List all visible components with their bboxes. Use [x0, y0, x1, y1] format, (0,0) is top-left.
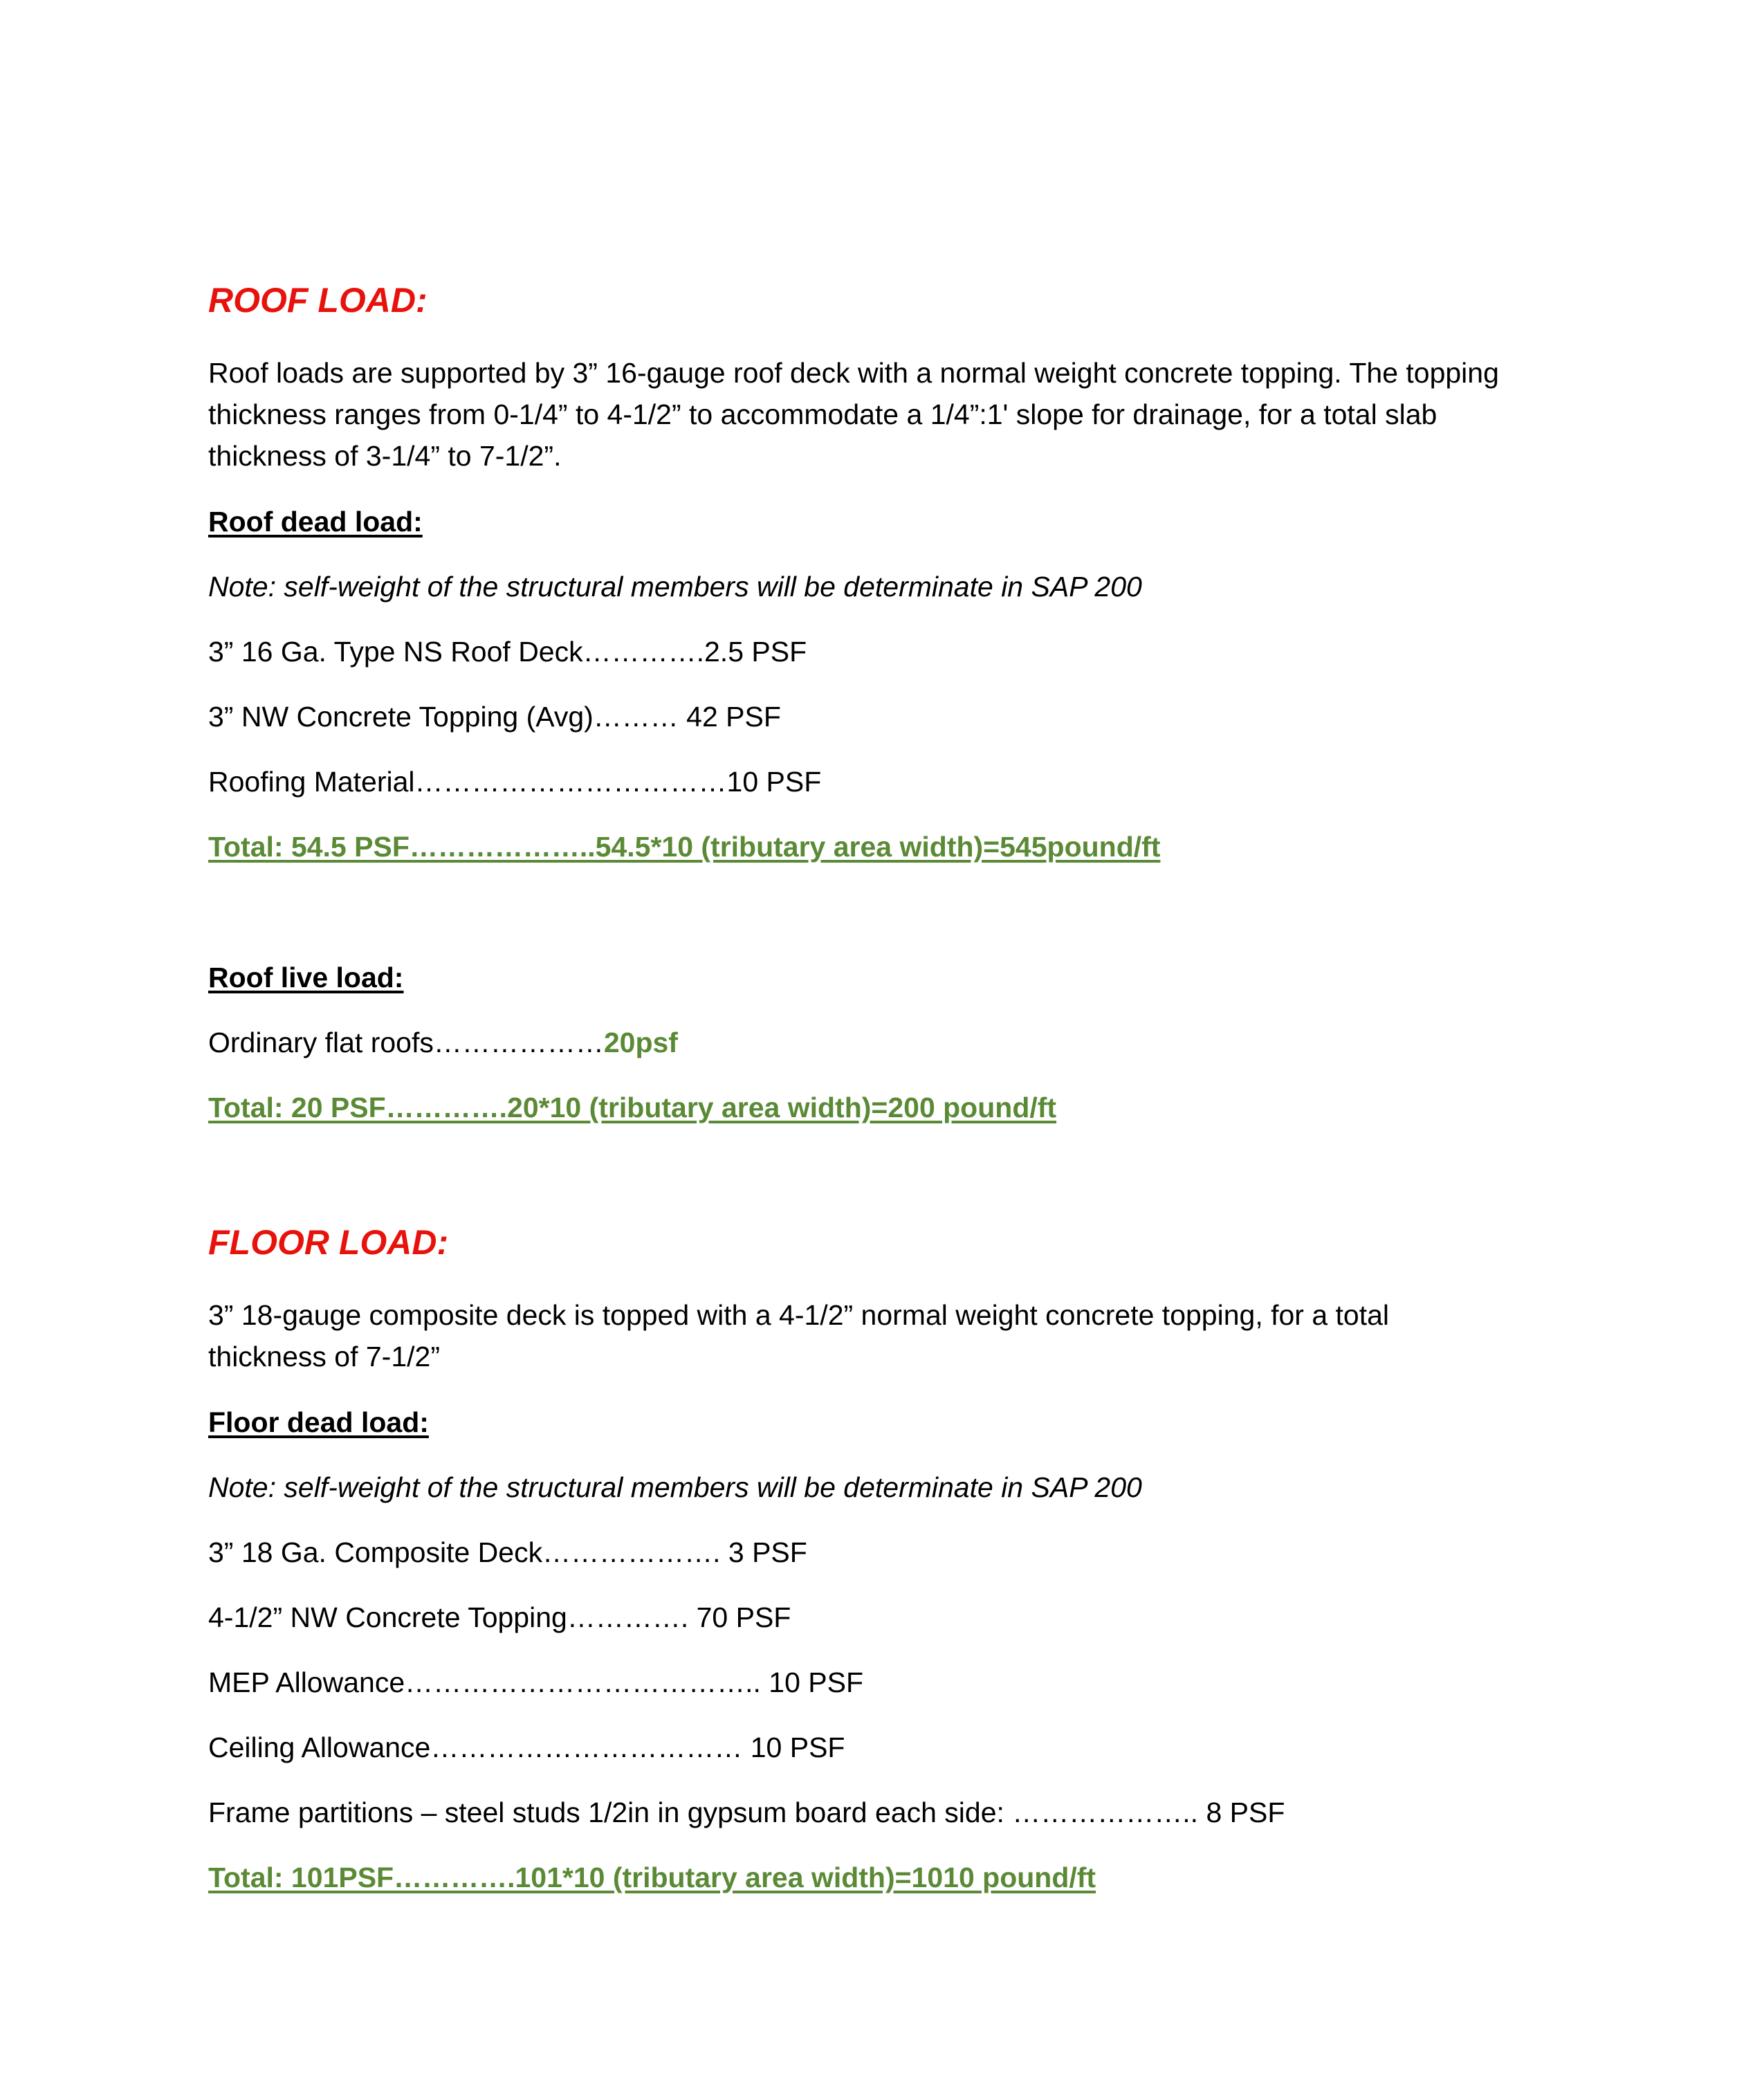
roof-live-item-value: 20psf — [603, 1027, 678, 1058]
roof-dead-load-heading: Roof dead load: — [208, 506, 423, 538]
floor-load-heading: FLOOR LOAD: — [208, 1223, 449, 1262]
floor-dead-load-note: Note: self-weight of the structural members will be determinate in SAP 200 — [208, 1471, 1142, 1503]
roof-intro-line-3: thickness of 3-1/4” to 7-1/2”. — [208, 440, 562, 472]
floor-dead-item-partitions: Frame partitions – steel studs 1/2in in gypsum board each side: ……………….. 8 PSF — [208, 1797, 1285, 1828]
roof-intro-line-1: Roof loads are supported by 3” 16-gauge roof deck with a normal weight concrete topping. The topping — [208, 357, 1499, 389]
roof-live-load-heading: Roof live load: — [208, 962, 404, 993]
roof-dead-item-topping: 3” NW Concrete Topping (Avg)……… 42 PSF — [208, 701, 781, 733]
floor-dead-item-topping: 4-1/2” NW Concrete Topping…………. 70 PSF — [208, 1601, 791, 1633]
roof-live-item — [208, 1022, 678, 1063]
floor-intro-line-2: thickness of 7-1/2” — [208, 1341, 440, 1372]
floor-intro-line-1: 3” 18-gauge composite deck is topped with a 4-1/2” normal weight concrete topping, for a total — [208, 1299, 1390, 1331]
floor-dead-load-heading: Floor dead load: — [208, 1406, 429, 1438]
roof-dead-load-total: Total: 54.5 PSF………………..54.5*10 (tributary area width)=545pound/ft — [208, 831, 1161, 863]
roof-dead-load-note: Note: self-weight of the structural members will be determinate in SAP 200 — [208, 571, 1142, 603]
roof-intro-line-2: thickness ranges from 0-1/4” to 4-1/2” to accommodate a 1/4”:1' slope for drainage, for a total slab — [208, 398, 1437, 430]
roof-load-heading: ROOF LOAD: — [208, 281, 428, 320]
roof-live-load-total: Total: 20 PSF………….20*10 (tributary area width)=200 pound/ft — [208, 1092, 1057, 1123]
roof-dead-item-deck: 3” 16 Ga. Type NS Roof Deck………….2.5 PSF — [208, 636, 807, 668]
roof-live-item-label: Ordinary flat roofs……………… — [208, 1027, 604, 1058]
floor-dead-item-ceiling: Ceiling Allowance…………………………… 10 PSF — [208, 1731, 845, 1763]
floor-dead-item-mep: MEP Allowance……………………………….. 10 PSF — [208, 1666, 864, 1698]
roof-dead-item-roofing: Roofing Material……………………………10 PSF — [208, 766, 822, 798]
floor-dead-item-deck: 3” 18 Ga. Composite Deck………………. 3 PSF — [208, 1536, 807, 1568]
floor-dead-load-total: Total: 101PSF………….101*10 (tributary area width)=1010 pound/ft — [208, 1862, 1096, 1893]
